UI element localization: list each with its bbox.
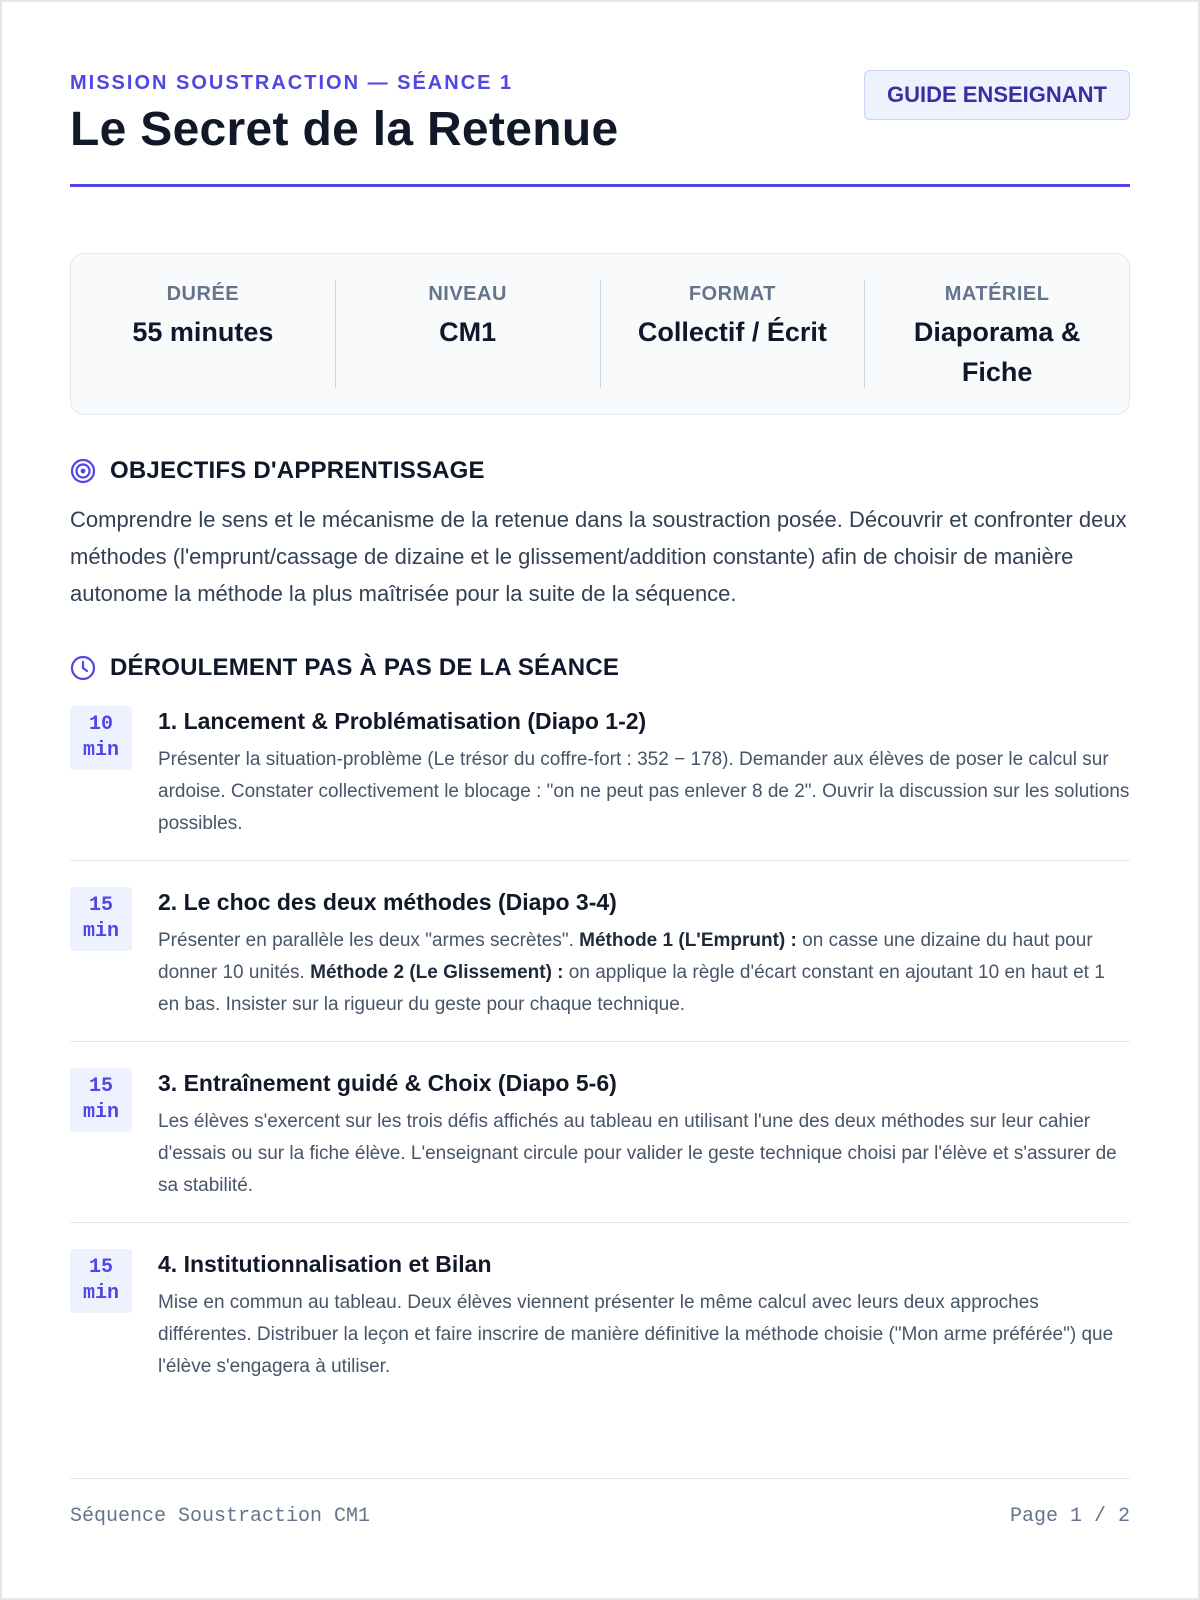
meta-format (600, 280, 865, 388)
step-item (70, 1042, 1130, 1223)
header (70, 2, 1130, 187)
step-item (70, 861, 1130, 1042)
meta-label: MATÉRIEL (944, 283, 1050, 305)
session-info-panel (70, 253, 1130, 415)
step-body (158, 887, 1130, 1021)
duration-badge (70, 1068, 132, 1132)
meta-label: NIVEAU (428, 283, 507, 305)
steps-heading (70, 654, 1130, 682)
page-number: Page 1 / 2 (1009, 1505, 1130, 1528)
page-footer (70, 1478, 1130, 1528)
step-title: 4. Institutionnalisation et Bilan (158, 1251, 492, 1277)
step-body (158, 706, 1130, 840)
duration-badge (70, 887, 132, 951)
step-item (70, 1223, 1130, 1403)
objectives-text: Comprendre le sens et le mécanisme de la retenue dans la soustraction posée. Découvrir et confronter deux méthodes (l'emprunt/cassage de dizaine et le glissement/addition constante) afin de choisir de manière autonome la méthode la plus maîtrisée pour la suite de la séquence. (70, 507, 1127, 606)
step-title: 3. Entraînement guidé & Choix (Diapo 5-6) (158, 1070, 617, 1096)
step-description: Les élèves s'exercent sur les trois défis affichés au tableau en utilisant l'une des deux méthodes sur leur cahier d'essais ou sur la fiche élève. L'enseignant circule pour valider le geste technique choisi par l'élève et s'assurer de sa stabilité. (158, 1111, 1117, 1196)
mission-kicker: MISSION SOUSTRACTION — SÉANCE 1 (70, 72, 514, 94)
step-text-part: Présenter en parallèle les deux "armes secrètes". (158, 930, 580, 951)
step-description: Présenter la situation-problème (Le trésor du coffre-fort : 352 − 178). Demander aux élèves de poser le calcul sur ardoise. Constater collectivement le blocage : "on ne peut pas enlever 8 de 2". Ouvrir la discussion sur les solutions possibles. (158, 749, 1130, 834)
steps-list (70, 696, 1130, 1403)
step-body (158, 1249, 1130, 1383)
meta-value: Diaporama & Fiche (913, 317, 1081, 387)
objectives-heading (70, 457, 1130, 485)
step-text-part: on casse une dizaine du haut pour donner 10 unités. (158, 930, 1093, 983)
duration-unit: min (82, 739, 119, 762)
duration-unit: min (82, 1101, 119, 1124)
meta-duration (71, 280, 335, 388)
meta-label: DURÉE (166, 283, 240, 305)
method-2-label: Méthode 2 (Le Glissement) : (310, 962, 564, 983)
duration-minutes: 15 (88, 894, 113, 917)
meta-value: Collectif / Écrit (637, 317, 827, 347)
meta-value: 55 minutes (132, 317, 274, 347)
teacher-guide-badge: GUIDE ENSEIGNANT (864, 70, 1130, 120)
duration-minutes: 10 (88, 713, 113, 736)
step-title: 1. Lancement & Problématisation (Diapo 1-2) (158, 708, 647, 734)
target-icon (70, 458, 96, 484)
meta-label: FORMAT (688, 283, 776, 305)
header-rule (70, 184, 1130, 187)
steps-title: DÉROULEMENT PAS À PAS DE LA SÉANCE (110, 654, 620, 681)
meta-material (864, 280, 1129, 388)
footer-sequence-label: Séquence Soustraction CM1 (70, 1505, 371, 1528)
page-title: Le Secret de la Retenue (70, 103, 619, 156)
meta-level (335, 280, 600, 388)
step-description: Mise en commun au tableau. Deux élèves viennent présenter le même calcul avec leurs deux approches différentes. Distribuer la leçon et faire inscrire de manière définitive la méthode choisie ("Mon arme préférée") que l'élève s'engagera à utiliser. (158, 1292, 1114, 1377)
clock-icon (70, 655, 96, 681)
step-body (158, 1068, 1130, 1202)
duration-minutes: 15 (88, 1075, 113, 1098)
method-1-label: Méthode 1 (L'Emprunt) : (579, 930, 797, 951)
step-item (70, 696, 1130, 861)
meta-value: CM1 (439, 317, 497, 347)
duration-minutes: 15 (88, 1256, 113, 1279)
duration-badge (70, 706, 132, 770)
step-text-part: on applique la règle d'écart constant en ajoutant 10 en haut et 1 en bas. Insister sur la rigueur du geste pour chaque technique. (158, 962, 1105, 1015)
step-title: 2. Le choc des deux méthodes (Diapo 3-4) (158, 889, 617, 915)
duration-badge (70, 1249, 132, 1313)
step-description (158, 925, 1130, 1021)
duration-unit: min (82, 920, 119, 943)
objectives-title: OBJECTIFS D'APPRENTISSAGE (110, 457, 485, 484)
duration-unit: min (82, 1282, 119, 1305)
